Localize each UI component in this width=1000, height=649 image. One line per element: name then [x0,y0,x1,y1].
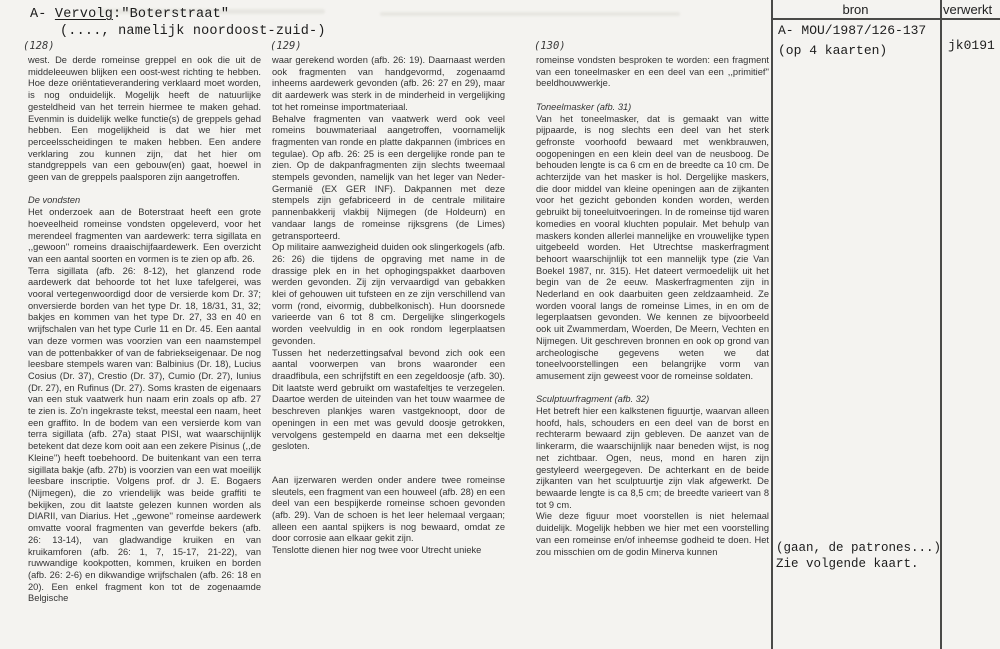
verwerkt-code: jk0191 [948,38,995,53]
bron-source-note: (op 4 kaarten) [778,43,888,58]
section-heading-toneelmasker: Toneelmasker (afb. 31) [536,101,632,112]
table-border-left [771,0,773,649]
paragraph-gap [536,383,769,395]
card-title-prefix: A- [30,7,55,22]
page-number-129: (129) [270,40,302,52]
page-number-128: (128) [23,40,55,52]
card-title-line1 [30,6,326,23]
section-heading-de-vondsten: De vondsten [28,195,81,206]
card-title [30,6,326,40]
bron-cell [778,21,926,61]
page-number-130: (130) [534,40,566,52]
card-title-line2: (...., namelijk noordoost-zuid-) [60,24,326,39]
card-title-underlined: Vervolg [54,7,114,22]
text-column-2 [272,55,505,557]
paragraph: Aan ijzerwaren werden onder andere twee romeinse sleutels, een fragment van een houweel (afb. 28) en een deel van een bespijkerde romeinse schoen gevonden (afb. 29). Van de schoen is het leer helemaal vergaan; alleen een aantal spijkers is nog bewaard, omdat ze door corrosie aan elkaar gekit zijn. [272,474,505,544]
paragraph: Terra sigillata (afb. 26: 8-12), het glanzend rode aardewerk dat behoorde tot het luxe tafelgerei, was vooral vertegenwoordigd door de versierde kom Dr. 37; onversierde borden van het type Dr. 18, 18/31, 31, 32; bakjes en kommen van het type Dr. 27, 33 en 40 en wrijfschalen van het type Curle 11 en Dr. 45. Een aantal van deze vormen was voorzien van een naamstempel van de pottenbakker of van de fabriekseigenaar. De nog leesbare stempels waren van: Balbinius (Dr. 18), Lucius Cosius (Dr. 37), Crestio (Dr. 37), Cumio (Dr. 27), Iunius (Dr. 27), en Rufinus (Dr. 27). Soms krasten de eigenaars van een stuk vaatwerk hun naam erin zoals op afb. 27 te zien is. Zo'n ingekraste tekst, meestal een naam, heet een graffito. In de bodem van een versierde kom van terra sigillata (afb. 27a) staat PISI, wat waarschijnlijk betekent dat deze kom ooit aan een zekere Pisinus (,,de Kleine'') heeft toebehoord. De buitenkant van een terra sigillata bakje (afb. 27b) is voorzien van een wat moeilijk leesbare inscriptie. Volgens prof. dr J. E. Bogaers (Nijmegen), die zo vriendelijk was beide graffiti te bekijken, zou dit laatste gelezen kunnen worden als DIARII, van Diarius. Het ,,gewone'' romeinse aardewerk omvatte vooral fragmenten van geverfde bekers (afb. 26: 13-14), van gladwandige kruiken en van kruikamforen (afb. 26: 1, 7, 15-17, 21-22), van ruwwandige kookpotten, kommen, kruiken en borden (afb. 26: 2-6) en dikwandige wrijfschalen (afb. 26: 18 en 20). Een enkel fragment kon tot de zogenaamde Belgische [28,265,261,604]
paragraph-gap [28,184,261,196]
paragraph-gap [272,453,505,475]
text-column-1 [28,55,261,605]
paragraph: Op militaire aanwezigheid duiden ook slingerkogels (afb. 26: 26) die tijdens de opgraving met name in de drassige plek en in het ophogingspakket daarboven werden gevonden. Zij zijn vervaardigd van gebakken klei of gehouwen uit tufsteen en ze zijn verschillend van vorm (rond, eivormig, dubbelkonisch). Hun doorsnede varieerde van 6 tot 8 cm. Dergelijke slingerkogels worden veelvuldig in en ook rondom legerplaatsen gevonden. [272,242,505,346]
paragraph: romeinse vondsten besproken te worden: een fragment van een toneelmasker en een deel van een ,,primitief'' beeldhouwwerkje. [536,55,769,89]
paragraph: Tussen het nederzettingsafval bevond zich ook een aantal voorwerpen van brons waaronder een draadfibula, een schrijfstift en een zegeldoosje (afb. 30). Dit laatste werd gebruikt om wastafeltjes te verzegelen. Daartoe werden de uiteinden van het touw waarmee de beschreven plankjes waren vastgeknoopt, door de openingen in een met was gevuld doosje getrokken, vervolgens gestempeld en daarna met een dekseltje gesloten. [272,347,505,452]
paragraph: waar gerekend worden (afb. 26: 19). Daarnaast werden ook fragmenten van handgevormd, zogenaamd inheems aardewerk gevonden (afb. 26: 27 en 29), maar dit aardewerk was sterk in de minderheid in vergelijking tot het romeinse importmateriaal. [272,55,505,112]
column-header-bron: bron [842,2,869,17]
bron-footnote [776,540,941,572]
paragraph: Behalve fragmenten van vaatwerk werd ook veel romeins bouwmateriaal aangetroffen, voornamelijk fragmenten van ronde en platte dakpannen (imbrices en tegulae). Op afb. 26: 25 is een dergelijke ronde pan te zien. Op de dakpanfragmenten zijn slechts tweemaal stempels gevonden, namelijk van het leger van Neder-Germanië (EX GER INF). Dakpannen met deze stempels zijn gefabriceerd in de centrale militaire pannenbakkerij vlakbij Nijmegen (de Holdeurn) en vandaar langs de romeinse rijksgrens (de Limes) getransporteerd. [272,113,505,241]
scan-artifact [380,12,680,16]
bron-source-reference: A- MOU/1987/126-137 [778,23,927,38]
card-title-rest: :"Boterstraat" [113,7,230,22]
paragraph-gap [536,90,769,102]
section-heading-sculptuurfragment: Sculptuurfragment (afb. 32) [536,394,650,405]
text-column-3 [536,55,769,558]
paragraph: west. De derde romeinse greppel en ook die uit de middeleeuwen blijken een oost-west richting te hebben. Hoe deze oriëntatieverandering verklaard moet worden, is nog onduidelijk. Mogelijk heeft de natuurlijke gesteldheid van het terrein hiermee te maken gehad. Evenmin is duidelijk welke functie(s) de greppels gehad hebben. Een mogelijkheid is dat we hier met perceelsscheidingen te maken hebben. Een andere verklaring zou kunnen zijn, dat het hier om standgreppels van een gebouw(en) gaat, hoewel in geen van de greppels paalsporen zijn aangetroffen. [28,55,261,183]
bron-footnote-line2: Zie volgende kaart. [776,557,919,571]
paragraph: Het onderzoek aan de Boterstraat heeft een grote hoeveelheid romeinse vondsten opgeleverd, voor het merendeel fragmenten van aardewerk: terra sigillata en ,,gewoon'' romeins draaischijfaardewerk. Een overzicht van een aantal soorten en vormen is te zien op afb. 26. [28,207,261,264]
bron-footnote-line1: (gaan, de patrones...) [776,541,942,555]
paragraph: Wie deze figuur moet voorstellen is niet helemaal duidelijk. Mogelijk hebben we hier met een voorstelling van een romeinse en/of inheemse godheid te doen. Het zou misschien om de godin Minerva kunnen [536,511,769,557]
table-header-rule [771,18,1000,20]
paragraph: Het betreft hier een kalkstenen figuurtje, waarvan alleen hoofd, hals, schouders en een deel van de borst en rechterarm bewaard zijn gebleven. De aanzet van de linkerarm, die waarschijnlijk naar beneden wijst, is nog net zichtbaar. Ogen, neus, mond en haren zijn gestyleerd weergegeven. De achterkant en de beide zijkanten van het sculptuurtje zijn vlak afgewerkt. De bewaarde lengte is ca 8,5 cm; de breedte varieert van 8 tot 9 cm. [536,406,769,510]
paragraph: Van het toneelmasker, dat is gemaakt van witte pijpaarde, is nog slechts een deel van het sterk gefronste voorhoofd bewaard met wenkbrauwen, oogopeningen en een klein deel van de neusboog. De behouden lengte is ca 6 cm en de breedte ca 10 cm. De achterzijde van het masker is hol. Dergelijke maskers, die door middel van kleine openingen aan de zijkanten voor het gezicht gebonden konden worden, werden gebruikt bij toneeluitvoeringen. In de romeinse tijd waren komedies en vooral kluchten populair. Met behulp van maskers konden allerlei mannelijke en vrouwelijke typen uitgebeeld worden. Het Utrechtse maskerfragment behoort waarschijnlijk tot een mannelijk type (zie Van Boekel 1987, nr. 315). Het dateert vermoedelijk uit het begin van de 2e eeuw. Maskerfragmenten zijn in Nederland en ook daarbuiten geen zeldzaamheid. Ze worden vooral langs de romeinse Limes, in en om de legerplaatsen gevonden. We kennen ze bijvoorbeeld ook uit Zwammerdam, Woerden, De Meern, Vechten en Nijmegen. Uit geschreven bronnen en ook op grond van archeologische gegevens weten we dat toneelvoorstellingen een belangrijke vorm van amusement zijn geweest voor de romeinse soldaten. [536,113,769,381]
paragraph: Tenslotte dienen hier nog twee voor Utrecht unieke [272,545,482,556]
column-header-verwerkt: verwerkt [943,2,993,17]
